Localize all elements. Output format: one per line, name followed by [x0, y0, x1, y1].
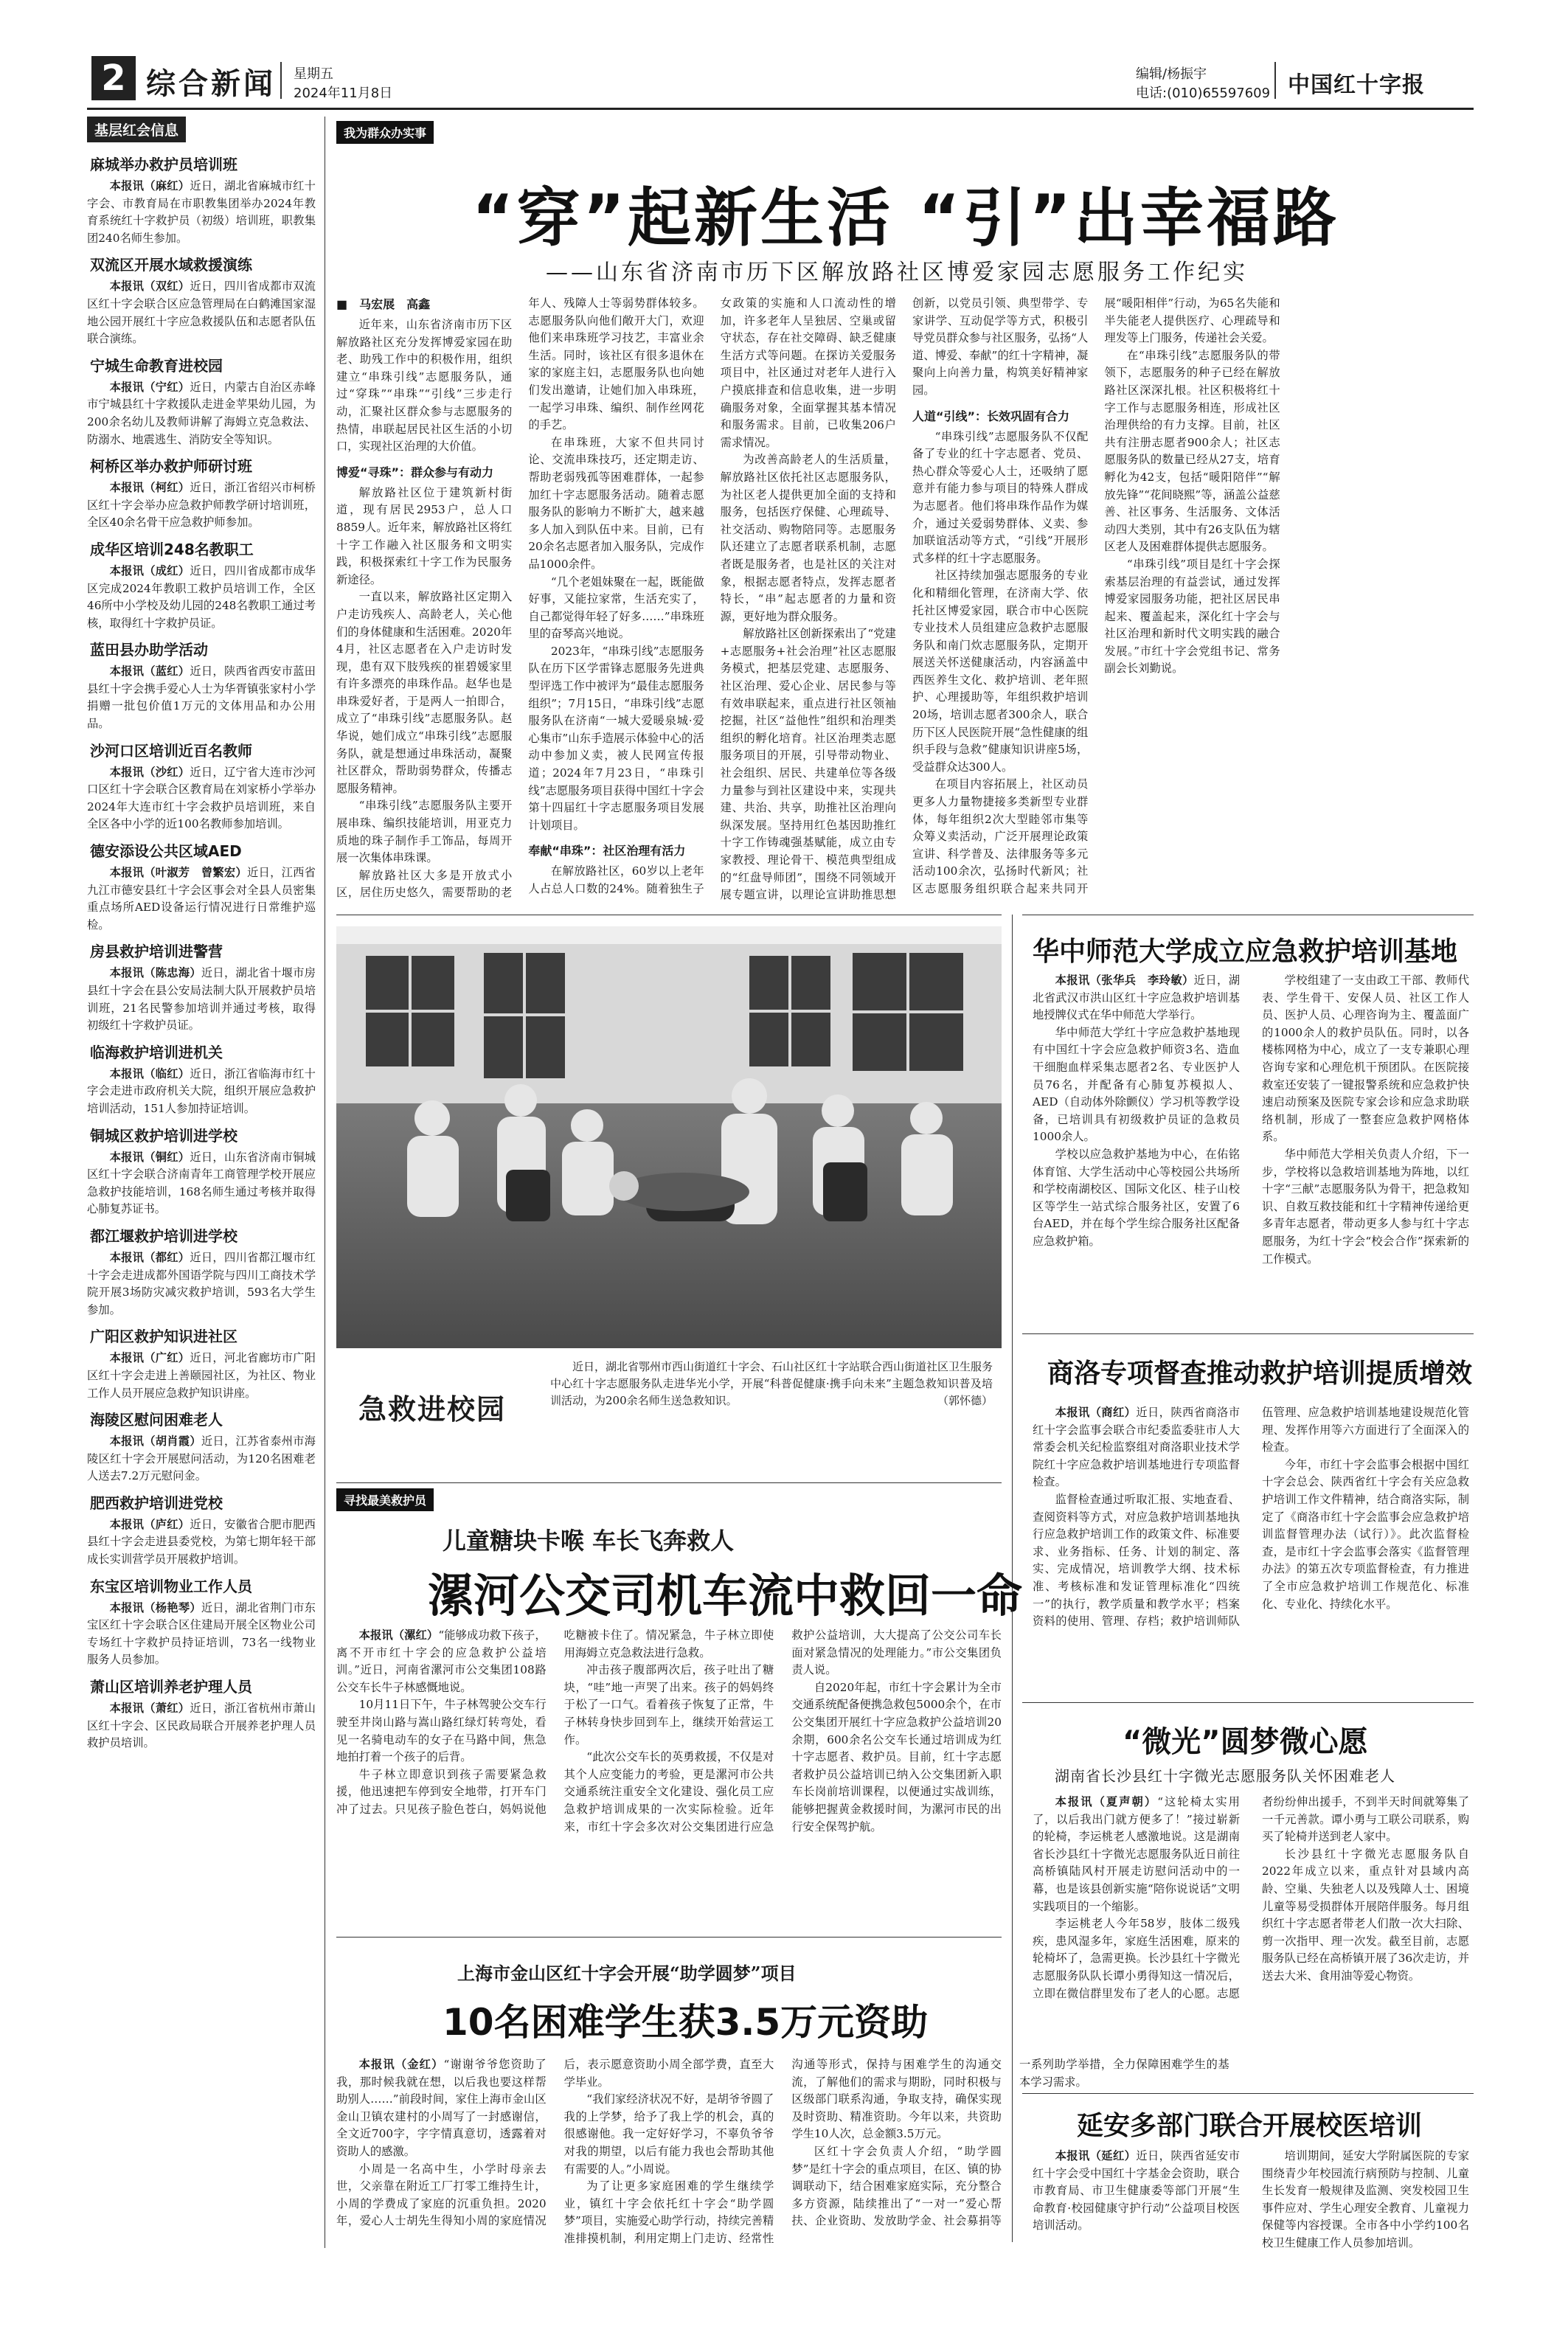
paragraph-text: “此次公交车长的英勇救援，不仅是对其个人应变能力的考验，更是漯河市公共交通系统注重安全文化建设、强化员工应急救护培训成果的一次实际检验。近年来，市红十字会多次对公交集团进行应急救护公益培训，大大提高了公交公司车长面对紧急情况的处理能力。”市公交集团负责人说。 [563, 1628, 1002, 1834]
brief-text [87, 1066, 316, 1118]
luohe-body [336, 1627, 1002, 1922]
brief-body: 近日，江苏省泰州市海陵区红十字会开展慰问活动，为120名困难老人送去7.2万元慰问金。 [87, 1435, 316, 1483]
brief-body: 近日，内蒙古自治区赤峰市宁城县红十字救援队走进金苹果幼儿园，为200余名幼儿及教师讲解了海姆立克急救法、防溺水、地震逃生、消防安全等知识。 [87, 380, 316, 446]
article-paragraph [1262, 1457, 1469, 1613]
article-paragraph [1033, 2148, 1240, 2235]
brief-source: 本报讯（叶淑芳 曾繁宏） [109, 866, 248, 880]
weiguang-subtitle: 湖南省长沙县红十字微光志愿服务队关怀困难老人 [1055, 1767, 1395, 1785]
brief-text [87, 864, 316, 934]
lead-title: “穿”起新生活 “引”出幸福路 [472, 181, 1340, 255]
article-paragraph [564, 1662, 774, 1749]
article-paragraph [1033, 1146, 1240, 1251]
jinshan-top-rule [336, 1937, 1002, 1938]
yanan-title: 延安多部门联合开展校医培训 [1077, 2111, 1423, 2141]
brief-source: 本报讯（宁红） [109, 380, 190, 394]
brief-title: 临海救护培训进机关 [90, 1043, 223, 1061]
sidebar [87, 117, 316, 2248]
brief-body: 近日，浙江省绍兴市柯桥区红十字会举办应急救护师教学研讨培训班，全区40余名骨干应急救护师参加。 [87, 481, 316, 530]
yanan-top-rule [1022, 2093, 1474, 2094]
brief-text [87, 1433, 316, 1485]
article-source: 本报讯（商红） [1055, 1406, 1137, 1419]
brief-body: 近日，四川省成都市双流区红十字会联合区应急管理局在白鹤滩国家湿地公园开展红十字应急救援队伍和志愿者队伍联合演练。 [87, 280, 316, 346]
brief-title: 柯桥区举办救护师研讨班 [90, 457, 252, 476]
lead-tag: 我为群众办实事 [336, 121, 434, 144]
paragraph-text: 在串珠班，大家不但共同讨论、交流串珠技巧，还定期走访、帮助老弱残孤等困难群体，一起参加红十字志愿服务活动。随着志愿服务队的影响力不断扩大，越来越多人加入到队伍中来。目前，已有20余名志愿者加入服务队，完成作品1000余件。 [528, 435, 704, 571]
paragraph-text: 为改善高龄老人的生活质量，解放路社区依托社区志愿服务队，为社区老人提供更加全面的支持和服务，包括医疗保健、心理疏导、社交活动、购物陪同等。志愿服务队还建立了志愿者联系机制，志愿者既是服务者，也是社区的关注对象，根据志愿者特点，发挥志愿者特长，“串”起志愿者的力量和资源，更好地为群众服务。 [720, 453, 896, 623]
brief-body: 近日，湖北省麻城市红十字会、市教育局在市职教集团举办2024年教育系统红十字救护员（初级）培训班，职教集团240名师生参加。 [87, 179, 316, 245]
brief-text [87, 965, 316, 1034]
brief-body: 近日，四川省都江堰市红十字会走进成都外国语学院与四川工商技术学院开展3场防灾减灾救护培训，593名大学生参加。 [87, 1250, 316, 1317]
article-paragraph [336, 2056, 547, 2161]
article-source: 本报讯（张华兵 李玲敏） [1055, 974, 1194, 987]
article-source: 本报讯（夏声朝） [1055, 1795, 1158, 1808]
article-paragraph [1262, 2148, 1469, 2252]
paragraph-text: 解放路社区大多是开放式小区，居住历史悠久，需要帮助的老年人、残障人士等弱势群体较多。志愿服务队向他们敞开大门，欢迎他们来串珠班学习技艺，丰富业余生活。同时，该社区有很多退休在家的家庭主妇，志愿服务队也向她们发出邀请，让她们加入串珠班，一起学习串珠、编织、制作丝网花的手艺。 [336, 296, 704, 900]
brief-text [87, 663, 316, 732]
paragraph-text: 冲击孩子腹部两次后，孩子吐出了糖块，“哇”地一声哭了出来。孩子的妈妈终于松了一口气。看着孩子恢复了正常，牛子林转身快步回到车上，继续开始营运工作。 [563, 1663, 774, 1746]
paragraph-text: “串珠引线”项目是红十字会探索基层治理的有益尝试，通过发挥博爱家园服务功能，把社区居民串起来、覆盖起来，深化红十字会与社区治理和新时代文明实践的融合发展。”市红十字会党组书记、常务副会长刘勤说。 [1104, 557, 1280, 676]
article-paragraph [1033, 1404, 1240, 1491]
brief-title: 都江堰救护培训进学校 [90, 1227, 237, 1245]
article-paragraph [1104, 347, 1280, 556]
brief-text [87, 278, 316, 347]
brief-item [87, 1409, 316, 1485]
brief-title: 成华区培训248名教职工 [90, 540, 254, 558]
article-paragraph [528, 574, 704, 643]
phone: 电话:(010)65597609 [1136, 86, 1271, 101]
brief-text [87, 479, 316, 532]
brief-source: 本报讯（柯红） [109, 481, 190, 495]
lead-byline-text: 马宏展 高鑫 [359, 297, 431, 311]
paragraph-text: 华中师范大学相关负责人介绍，下一步，学校将以急救培训基地为阵地，以红十字“三献”志愿服务队为骨干，把急救知识、自救互救技能和红十字精神传递给更多青年志愿者，带动更多人参与红十字志愿服务，为红十字会“校会合作”探索新的工作模式。 [1262, 1147, 1469, 1266]
article-paragraph [528, 434, 704, 574]
brief-text [87, 1516, 316, 1569]
jinshan-title: 10名困难学生获3.5万元资助 [443, 2001, 929, 2044]
paragraph-text: 监督检查通过听取汇报、实地查看、查阅资料等方式，对应急救护培训基地执行应急救护培训工作的政策文件、标准要求、业务指标、任务、计划的制定、落实、完成情况，培训教学大纲、技术标准、考核标准和发证管理标准化“四统一”的执行，教学质量和教学水平；档案资料的使用、管理、存档；救护培训师队伍管理、应急救护培训基地建设规范化管理、发挥作用等六方面进行了全面深入的检查。 [1033, 1406, 1469, 1628]
brief-source: 本报讯（都红） [109, 1250, 190, 1264]
brief-body: 近日，湖北省荆门市东宝区红十字会联合区住建局开展全区物业公司专场红十字救护员持证培训，73名一线物业服务人员参加。 [87, 1600, 316, 1667]
brief-body: 近日，湖北省十堰市房县红十字会在县公安局法制大队开展救护员培训班，21名民警参加培训并通过考核，取得初级红十字救护员证。 [87, 966, 316, 1033]
masthead-rule [87, 108, 1474, 110]
article-paragraph [564, 2091, 774, 2178]
brief-text [87, 1149, 316, 1218]
issue-date: 2024年11月8日 [294, 86, 393, 101]
news-photo [336, 926, 1002, 1348]
paragraph-text: 10月11日下午，牛子林驾驶公交车行驶至井岗山路与嵩山路红绿灯转弯处，看见一名骑电动车的女子在马路中间，焦急地拍打着一个孩子的后背。 [336, 1698, 547, 1764]
lead-byline: ■ 马宏展 高鑫 [336, 297, 431, 311]
brief-item [87, 254, 316, 347]
brief-body: 近日，浙江省临海市红十字会走进市政府机关大院，组织开展应急救护培训活动，151人参加持证培训。 [87, 1066, 316, 1115]
brief-source: 本报讯（成红） [109, 563, 190, 577]
luohe-title: 漯河公交司机车流中救回一命 [428, 1569, 1023, 1623]
paragraph-text: “谢谢爷爷您资助了我，那时候我就在想，以后我也要这样帮助别人……”前段时间，家住上海市金山区金山卫镇农建村的小周写了一封感谢信，全文近700字，字字情真意切，透露着对资助人的感激。 [336, 2058, 547, 2158]
paragraph-text: 区红十字会负责人介绍，“助学圆梦”是红十字会的重点项目，在区、镇的协调联动下，结合困难家庭实际，充分整合多方资源，陆续推出了“一对一”爱心帮扶、企业资助、发放助学金、社会募捐等一系列助学举措，全力保障困难学生的基本学习需求。 [791, 2058, 1229, 2228]
lead-body [336, 295, 1472, 909]
brief-source: 本报讯（双红） [109, 280, 190, 294]
brief-source: 本报讯（杨艳琴） [109, 1600, 201, 1614]
section-subhead: 人道“引线”：长效巩固有合力 [912, 409, 1070, 423]
paragraph-text: 今年，市红十字会监事会根据中国红十字会总会、陕西省红十字会有关应急救护培训工作文件精神，结合商洛实际，制定了《商洛市红十字会监事会应急救护培训监督管理办法（试行）》。此次监督检查，是市红十字会监事会落实《监督管理办法》的第五次专项监督检查，有力推进了全市应急救护培训工作规范化、标准化、专业化、持续化水平。 [1262, 1457, 1469, 1611]
brief-source: 本报讯（蓝红） [109, 665, 190, 679]
weiguang-body [1033, 1794, 1469, 2081]
huazhong-title: 华中师范大学成立应急救护培训基地 [1033, 937, 1458, 967]
weekday: 星期五 [294, 66, 333, 82]
weiguang-title: “微光”圆梦微心愿 [1123, 1725, 1368, 1759]
brief-source: 本报讯（铜红） [109, 1150, 190, 1164]
article-paragraph [336, 485, 512, 589]
paragraph-text: 一直以来，解放路社区定期入户走访残疾人、高龄老人，关心他们的身体健康和生活困难。2020年4月，社区志愿者在入户走访时发现，患有双下肢残疾的崔碧媛家里有许多漂亮的串珠作品。赵华也是串珠爱好者，于是两人一拍即合，成立了“串珠引线”志愿服务队。赵华说，她们成立“串珠引线”志愿服务队，就是想通过串珠活动，凝聚社区群众，帮助弱势群众，传播志愿服务精神。 [336, 590, 513, 795]
luohe-top-rule [336, 1482, 1002, 1483]
article-paragraph [1262, 1846, 1469, 1985]
photo-illustration [336, 926, 1002, 1348]
section-name: 综合新闻 [146, 67, 276, 101]
brief-body: 近日，江西省九江市德安县红十字会区事会对全县人员密集重点场所AED设备运行情况进行日常维护巡检。 [87, 866, 316, 932]
brief-title: 海陵区慰问困难老人 [90, 1411, 223, 1429]
page-number-badge [91, 56, 136, 100]
section-subhead: 奉献“串珠”：社区治理有活力 [528, 844, 686, 858]
article-paragraph [912, 567, 1088, 776]
paragraph-text: 李运桃老人今年58岁，肢体二级残疾，患风湿多年，家庭生活困难，原来的轮椅坏了，急需更换。长沙县红十字微光志愿服务队队长谭小勇得知这一情况后，立即在微信群里发布了老人的心愿。志愿者纷纷伸出援手，不到半天时间就筹集了一千元善款。谭小勇与工联公司联系，购买了轮椅并送到老人家中。 [1033, 1795, 1469, 2000]
brief-title: 铜城区救护培训进学校 [90, 1126, 237, 1145]
page-number: 2 [101, 58, 126, 99]
masthead-divider [280, 62, 282, 99]
article-paragraph [528, 643, 704, 835]
section-subhead: 博爱“寻珠”：群众参与有动力 [336, 465, 494, 479]
photo-caption: 近日，湖北省鄂州市西山街道红十字会、石山社区红十字站联合西山街道社区卫生服务中心红十字志愿服务队走进华光小学，开展“科普促健康·携手向未来”主题急救知识普及培训活动，为200余名师生送急救知识。 [550, 1360, 993, 1407]
brief-item [87, 1226, 316, 1319]
brief-source: 本报讯（庐红） [109, 1517, 190, 1531]
brief-body: 近日，浙江省杭州市萧山区红十字会、区民政局联合开展养老护理人员救护员培训。 [87, 1701, 316, 1750]
article-paragraph [1033, 972, 1240, 1024]
brief-title: 广阳区救护知识进社区 [90, 1328, 237, 1346]
brief-source: 本报讯（麻红） [109, 179, 190, 192]
masthead [0, 0, 1568, 111]
paragraph-text: “我们家经济状况不好，是胡爷爷圆了我的上学梦，给予了我上学的机会，真的很感谢他。我一定好好学习，不辜负爷爷对我的期望，以后有能力我也会帮助其他有需要的人。”小周说。 [563, 2092, 774, 2176]
brief-title: 双流区开展水域救援演练 [90, 256, 252, 274]
huazhong-body [1033, 972, 1469, 1316]
brief-body: 近日，陕西省西安市蓝田县红十字会携手爱心人士为华胥镇张家村小学捐赠一批包价值1万元的文体用品和办公用品。 [87, 665, 316, 731]
brief-text [87, 1700, 316, 1752]
paragraph-text: 小周是一名高中生，小学时母亲去世，父亲靠在附近工厂打零工维持生计，小周的学费成了家庭的沉重负担。2020年，爱心人士胡先生得知小周的家庭情况后，表示愿意资助小周全部学费，直至大学毕业。 [336, 2058, 774, 2228]
weiguang-top-rule [1022, 1702, 1474, 1703]
brief-item [87, 941, 316, 1034]
brief-body: 近日，山东省济南市铜城区红十字会联合济南青年工商管理学校开展应急救护技能培训，168名师生通过考核并取得心肺复苏证书。 [87, 1150, 316, 1216]
article-source: 本报讯（延红） [1055, 2149, 1137, 2162]
photo-block [336, 926, 1002, 1475]
brief-title: 肥西救护培训进党校 [90, 1494, 223, 1512]
article-paragraph [721, 451, 896, 625]
luohe-tag: 寻找最美救护员 [336, 1488, 434, 1511]
brief-item [87, 639, 316, 732]
brief-body: 近日，河北省廊坊市广阳区红十字会走进上善颐园社区，为社区、物业工作人员开展应急救护知识讲座。 [87, 1351, 316, 1400]
paragraph-text: 社区持续加强志愿服务的专业化和精细化管理，在济南大学、依托社区博爱家园，联合市中心医院专业技术人员组建应急救护志愿服务队和南门炊志愿服务队，定期开展送关怀送健康活动，内容涵盖中西医养生文化、救护培训、老年照护、心理援助等，年组织救护培训20场，培训志愿者300余人，联合历下区人民医院开展“急性健康的组织手段与急救”健康知识讲座5场，受益群众达300人。 [912, 569, 1089, 774]
brief-source: 本报讯（胡肖霞） [109, 1435, 201, 1449]
lead-subtitle: ——山东省济南市历下区解放路社区博爱家园志愿服务工作纪实 [546, 260, 1248, 285]
paragraph-text: 牛子林立即意识到孩子需要紧急救援，他迅速把车停到安全地带，打开车门冲了过去。只见孩子脸色苍白，妈妈说他吃糖被卡住了。情况紧急，牛子林立即使用海姆立克急救法进行急救。 [336, 1628, 774, 1816]
paragraph-text: 学校以应急救护基地为中心，在佑铭体育馆、大学生活动中心等校园公共场所和学校南湖校区、国际文化区、桂子山校区等学生一站式综合服务社区，安置了6台AED，并在每个学生综合服务社区配备应急救护箱。 [1033, 1147, 1240, 1248]
shangluo-body [1033, 1404, 1469, 1692]
brief-source: 本报讯（广红） [109, 1351, 190, 1365]
brief-source: 本报讯（萧红） [109, 1701, 190, 1716]
sidebar-header: 基层红会信息 [87, 117, 186, 142]
article-paragraph [336, 316, 512, 456]
brief-item [87, 1326, 316, 1402]
luohe-kicker: 儿童糖块卡喉 车长飞奔救人 [443, 1527, 735, 1555]
brief-body: 近日，辽宁省大连市沙河口区红十字会联合区教育局在刘家桥小学举办2024年大连市红十字会救护员培训班，来自全区各中小学的近100名教师参加培训。 [87, 765, 316, 831]
yanan-body [1033, 2148, 1469, 2258]
paragraph-text: 学校组建了一支由政工干部、教师代表、学生骨干、安保人员、社区工作人员、医护人员、心理咨询为主、覆盖面广的1000余人的救护员队伍。同时，以各楼栋网格为中心，成立了一支专兼职心理咨询专家和心理危机干预团队。在医院接救室还安装了一键报警系统和应急救护快速启动预案及医院专家会诊和应急求助联络机制，形成了一整套应急救护网格体系。 [1262, 974, 1469, 1144]
brief-item [87, 1676, 316, 1752]
article-paragraph [912, 429, 1088, 568]
paragraph-text: “串珠引线”志愿服务队主要开展串珠、编织技能培训，用亚克力质地的珠子制作手工饰品，每周开展一次集体串珠课。 [336, 799, 513, 865]
brief-source: 本报讯（临红） [109, 1066, 190, 1080]
brief-title: 麻城举办救护员培训班 [90, 156, 237, 173]
paragraph-text: 自2020年起，市红十字会累计为全市交通系统配备便携急救包5000余个，在市公交集团开展红十字应急救护公益培训20余期，600余名公交车长通过培训成为红十字志愿者、救护员。目前，红十字志愿者救护员公益培训已纳入公交集团新入职车长岗前培训课程，以便通过实战训练，能够把握黄金救援时间，为漯河市民的出行安全保驾护航。 [791, 1680, 1002, 1834]
brief-source: 本报讯（沙红） [109, 765, 190, 779]
article-paragraph [1033, 1024, 1240, 1146]
brief-text [87, 764, 316, 833]
brief-title: 房县救护培训进警营 [90, 943, 223, 961]
shangluo-title: 商洛专项督查推动救护培训提质增效 [1047, 1359, 1473, 1389]
article-paragraph [336, 589, 512, 797]
article-paragraph [1104, 556, 1280, 678]
brief-title: 沙河口区培训近百名教师 [90, 741, 252, 760]
paragraph-text: 近年来，山东省济南市历下区解放路社区充分发挥博爱家园在助老、助残工作中的积极作用，组织建立“串珠引线”志愿服务队，通过“穿珠”“串珠”“引线”三步走行动，汇聚社区群众参与志愿服务的热情，串联起居民社区生活的小切口，实现社区治理的大价值。 [336, 318, 513, 454]
brief-text [87, 563, 316, 632]
paragraph-text: “这轮椅太实用了，以后我出门就方便多了！”接过崭新的轮椅，李运桃老人感激地说。这是湖南省长沙县红十字微光志愿服务队近日前往高桥镇陆风村开展走访慰问活动中的一幕，也是该县创新实施“陪你说说话”文明实践项目的一个缩影。 [1033, 1795, 1240, 1913]
article-paragraph [336, 1627, 547, 1696]
photo-caption-box [550, 1359, 993, 1409]
paragraph-text: 长沙县红十字微光志愿服务队自2022年成立以来，重点针对县域内高龄、空巢、失独老人以及残障人士、困境儿童等易受损群体开展陪伴服务。每月组织红十字志愿者带老人们散一次大扫除、剪一次指甲、理一次发。截至目前，志愿服务队已经在高桥镇开展了36次走访，并送去大米、食用油等爱心物资。 [1262, 1847, 1469, 1982]
brief-title: 德安添设公共区域AED [90, 842, 242, 861]
shangluo-top-rule [1022, 1333, 1474, 1334]
paragraph-text: 培训期间，延安大学附属医院的专家围绕青少年校园流行病预防与控制、儿童生长发育一般规律及监测、突发校园卫生事件应对、学生心理安全教育、儿童视力保健等内容授课。全市各中小学约100名校卫生健康工作人员参加培训。 [1262, 2149, 1469, 2249]
article-paragraph [336, 797, 512, 867]
paragraph-text: 近日，陕西省延安市红十字会受中国红十字基金会资助，联合市教育局、市卫生健康委等部门开展“生命教育·校园健康守护行动”公益项目校医培训活动。 [1033, 2149, 1240, 2233]
article-paragraph [336, 1696, 547, 1766]
brief-item [87, 1493, 316, 1569]
paragraph-text: “能够成功救下孩子，离不开市红十字会的应急救护公益培训。”近日，河南省漯河市公交集团108路公交车长牛子林感慨地说。 [336, 1628, 547, 1694]
paragraph-text: 近日，陕西省商洛市红十字会监事会联合市纪委监委驻市人大常委会机关纪检监察组对商洛职业技术学院红十字应急救护培训基地进行专项监督检查。 [1033, 1406, 1240, 1489]
brief-source: 本报讯（陈忠海） [109, 966, 201, 980]
photo-label: 急救进校园 [358, 1392, 507, 1426]
brief-body: 近日，四川省成都市成华区完成2024年教职工救护员培训工作，全区46所中小学校及幼儿园的248名教职工通过考核，取得红十字救护员证。 [87, 563, 316, 630]
paragraph-text: 在“串珠引线”志愿服务队的带领下，志愿服务的种子已经在解放路社区深深扎根。社区积极将红十字工作与志愿服务相连，形成社区治理供给的有力支撑。目前，社区共有注册志愿者900余人；社区志愿服务队的数量已经从27支，培育孵化为42支，包括“暖阳陪伴”“解放先锋”“花间晓熙”等，涵盖公益慈善、社区事务、生活服务、文体活动四大类别，其中有26支队伍为辖区老人及困难群体提供志愿服务。 [1104, 348, 1280, 554]
article-paragraph [1262, 1146, 1469, 1268]
paragraph-text: 华中师范大学红十字应急救护基地现有中国红十字会应急救护师资3名、造血干细胞血样采集志愿者2名、专业医护人员76名，并配备有心肺复苏模拟人、AED（自动体外除颤仪）学习机等教学设备，已培训具有初级救护员证的急救员1000余人。 [1033, 1025, 1240, 1144]
article-source: 本报讯（漯红） [358, 1628, 439, 1642]
paragraph-text: 为了让更多家庭困难的学生继续学业，镇红十字会依托红十字会“助学圆梦”项目，实施爱心助学行动，持续完善精准排摸机制，利用定期上门走访、经常性沟通等形式，保持与困难学生的沟通交流，了解他们的需求与期盼，同时积极与区级部门联系沟通，争取支持，确保实现及时资助、精准资助。今年以来，共资助学生10人次，总金额3.5万元。 [563, 2058, 1002, 2245]
brief-item [87, 1042, 316, 1118]
brief-item [87, 841, 316, 934]
lead-columns [336, 295, 1472, 909]
jinshan-kicker: 上海市金山区红十字会开展“助学圆梦”项目 [457, 1963, 797, 1984]
brief-item [87, 154, 316, 247]
article-source: 本报讯（金红） [358, 2058, 444, 2071]
brief-list [87, 154, 316, 1752]
brief-item [87, 355, 316, 448]
brief-body: 近日，安徽省合肥市肥西县红十字会走进县委党校，为第七期年轻干部成长实训营学员开展救护培训。 [87, 1517, 316, 1567]
brief-text [87, 379, 316, 448]
editor: 编辑/杨振宇 [1136, 66, 1207, 82]
brief-text [87, 1249, 316, 1319]
paragraph-text: 解放路社区位于建筑新村街道，现有居民2953户，总人口8859人。近年来，解放路社区将红十字工作融入社区服务和文明实践，积极探索红十字工作为民服务新途径。 [336, 485, 513, 586]
paper-name: 中国红十字报 [1288, 72, 1425, 98]
brief-text [87, 1600, 316, 1669]
brief-item [87, 1125, 316, 1218]
article-paragraph [1262, 972, 1469, 1146]
brief-item [87, 740, 316, 833]
paragraph-text: 在解放路社区，60岁以上老年人占总人口数的24%。随着独生子女政策的实施和人口流动性的增加，许多老年人呈独居、空巢或留守状态，存在社交障碍、缺乏健康生活方式等问题。在探访关爱服务项目中，社区通过对老年人进行入户摸底排查和信息收集，进一步明确服务对象，全面掌握其基本情况和服务需求。目前，已收集206户需求情况。 [528, 296, 896, 895]
paragraph-text: 近日，湖北省武汉市洪山区红十字应急救护培训基地授牌仪式在华中师范大学举行。 [1033, 974, 1240, 1022]
paragraph-text: 在项目内容拓展上，社区动员更多人力量物捷接多类新型专业群体，每年组织2次大型睦邻市集等众筹义卖活动，广泛开展理论政策宣讲、科学普及、法律服务等多元活动100余次，弘扬时代新风；社区志愿服务组织联合起来共同开展“暖阳相伴”行动，为65名失能和半失能老人提供医疗、心理疏导和理发等上门服务，传递社会关爱。 [912, 296, 1280, 895]
paragraph-text: 2023年，“串珠引线”志愿服务队在历下区学雷锋志愿服务先进典型评选工作中被评为“最佳志愿服务组织”；7月15日，“串珠引线”志愿服务队在济南“一城大爱暖泉城·爱心集市”山东手造展示体验中心的活动中参加义卖，被人民网宣传报道；2024年7月23日，“串珠引线”志愿服务项目获得中国红十字会第十四届红十字志愿服务项目发展计划项目。 [528, 644, 704, 832]
brief-title: 宁城生命教育进校园 [90, 356, 223, 375]
brief-text [87, 178, 316, 247]
paragraph-text: “几个老姐妹聚在一起，既能做好事，又能拉家常，生活充实了，自己都觉得年轻了好多……”串珠班里的奋琴高兴地说。 [528, 575, 704, 641]
brief-item [87, 1576, 316, 1669]
brief-title: 萧山区培训养老护理人员 [90, 1678, 252, 1696]
paragraph-text: 解放路社区创新探索出了“党建+志愿服务+社会治理”社区志愿服务模式，把基层党建、志愿服务、社区治理、爱心企业、居民参与等有效串联起来，重点进行社区领袖挖掘，社区“益他性”组织和治理类组织的孵化培育。社区治理类志愿服务项目的开展，引导带动物业、社会组织、居民、共建单位等各级力量参与到社区建设中来，实现共建、共治、共享，助推社区治理向纵深发展。坚持用红色基因助推红十字工作铸魂强基赋能，成立由专家教授、理论骨干、模范典型组成的“红盘导师团”，围绕不同领域开展专题宣讲，以理论宣讲助推思想创新，以党员引领、典型带学、专家讲学、互动促学等方式，积极引导党员群众参与社区服务，弘扬“人道、博爱、奉献”的红十字精神，凝聚向上向善力量，构筑美好精神家园。 [720, 296, 1089, 902]
lead-paragraphs [336, 295, 1280, 909]
brief-title: 东宝区培训物业工作人员 [90, 1577, 252, 1595]
masthead-divider-right [1274, 62, 1276, 99]
article-paragraph [1033, 1794, 1240, 1915]
brief-text [87, 1350, 316, 1402]
photo-credit: （郭怀德） [937, 1394, 993, 1407]
article-paragraph [791, 1679, 1002, 1836]
paragraph-text: “串珠引线”志愿服务队不仅配备了专业的红十字志愿者、党员、热心群众等爱心人士，还吸纳了愿意并有能力参与项目的特殊人群成为志愿者。他们将串珠作品作为媒介，通过关爱弱势群体、义卖、参加联谊活动等方式，“引线”开展形式多样的红十字志愿服务。 [912, 429, 1089, 565]
brief-item [87, 539, 316, 632]
brief-item [87, 456, 316, 532]
brief-title: 蓝田县办助学活动 [90, 641, 208, 659]
